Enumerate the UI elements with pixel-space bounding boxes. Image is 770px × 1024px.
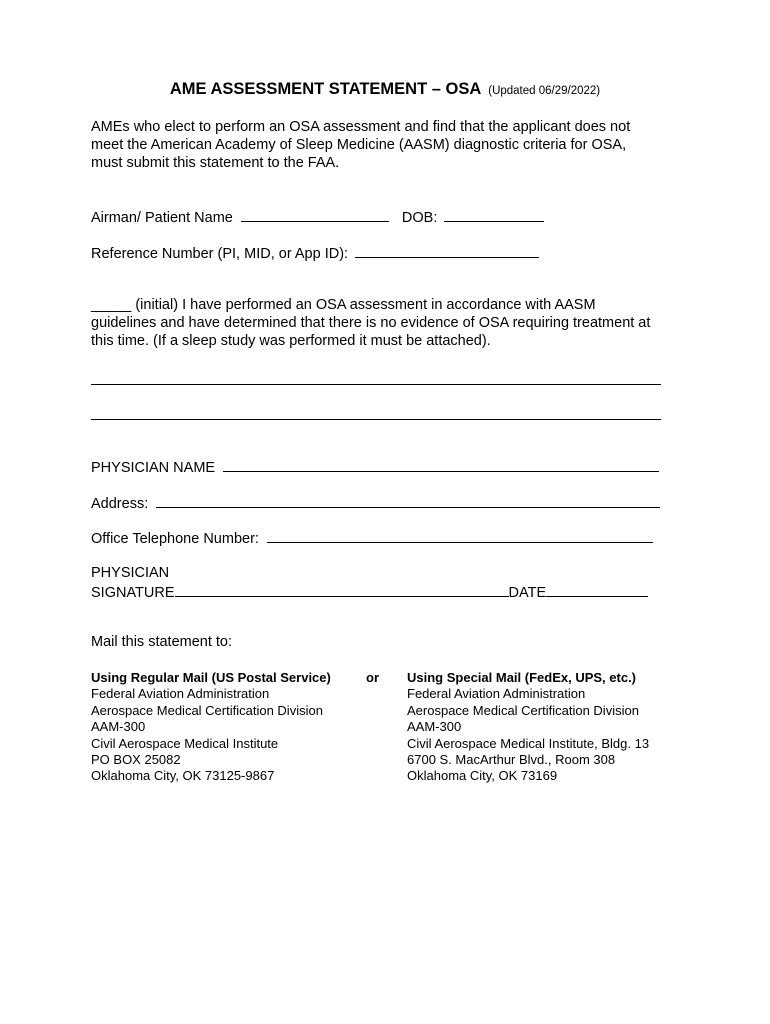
patient-name-blank[interactable] [241,207,389,222]
address-line: Oklahoma City, OK 73169 [407,768,558,784]
patient-name-label: Airman/ Patient Name [91,210,233,226]
date-label: DATE [508,585,547,601]
reference-number-row [91,243,539,263]
address-line: AAM-300 [91,719,146,735]
address-line: Civil Aerospace Medical Institute, Bldg. 13 [407,735,650,751]
attestation-line: this time. (If a sleep study was performed it must be attached). [91,333,491,349]
attestation-paragraph [91,296,650,350]
reference-number-label: Reference Number (PI, MID, or App ID): [91,246,349,262]
attestation-line: guidelines and have determined that there is no evidence of OSA requiring treatment at [91,315,651,331]
patient-name-row [91,207,544,227]
attestation-line: _____ (initial) I have performed an OSA assessment in accordance with AASM [91,297,596,313]
mail-intro: Mail this statement to: [91,634,233,650]
title-main: AME ASSESSMENT STATEMENT – OSA [169,80,481,98]
intro-line: must submit this statement to the FAA. [91,155,340,171]
address-line: Oklahoma City, OK 73125-9867 [91,768,275,784]
title-updated-date: (Updated 06/29/2022) [488,85,601,97]
address-line: Aerospace Medical Certification Division [407,702,639,718]
address-blank[interactable] [156,493,660,508]
comment-line[interactable] [91,384,661,385]
dob-blank[interactable] [444,207,544,222]
address-line: Federal Aviation Administration [91,686,270,702]
physician-name-label: PHYSICIAN NAME [91,460,216,476]
address-line: PO BOX 25082 [91,752,181,768]
address-line: 6700 S. MacArthur Blvd., Room 308 [407,752,616,768]
intro-line: meet the American Academy of Sleep Medicine (AASM) diagnostic criteria for OSA, [91,137,627,153]
document-title [0,80,770,99]
address-line: Civil Aerospace Medical Institute [91,735,279,751]
address-row [91,493,660,513]
dob-label: DOB: [401,210,438,226]
regular-mail-heading: Using Regular Mail (US Postal Service) [91,670,331,685]
address-line: Federal Aviation Administration [407,686,586,702]
address-line: Aerospace Medical Certification Division [91,702,323,718]
reference-number-blank[interactable] [355,243,539,258]
intro-line: AMEs who elect to perform an OSA assessment and find that the applicant does not [91,119,631,135]
physician-name-blank[interactable] [223,457,659,472]
signature-block [91,564,648,602]
physician-name-row [91,457,659,477]
address-label: Address: [91,496,149,512]
or-separator: or [366,670,379,685]
regular-mail-address [91,670,331,785]
special-mail-heading: Using Special Mail (FedEx, UPS, etc.) [407,670,637,685]
intro-paragraph [91,118,630,172]
date-blank[interactable] [546,582,648,597]
telephone-row [91,528,653,548]
address-line: AAM-300 [407,719,462,735]
comment-line[interactable] [91,419,661,420]
signature-label-line1: PHYSICIAN [91,565,170,581]
signature-blank[interactable] [175,582,509,597]
signature-label-line2: SIGNATURE [91,585,175,601]
special-mail-address [407,670,649,785]
telephone-label: Office Telephone Number: [91,531,259,547]
telephone-blank[interactable] [267,528,653,543]
